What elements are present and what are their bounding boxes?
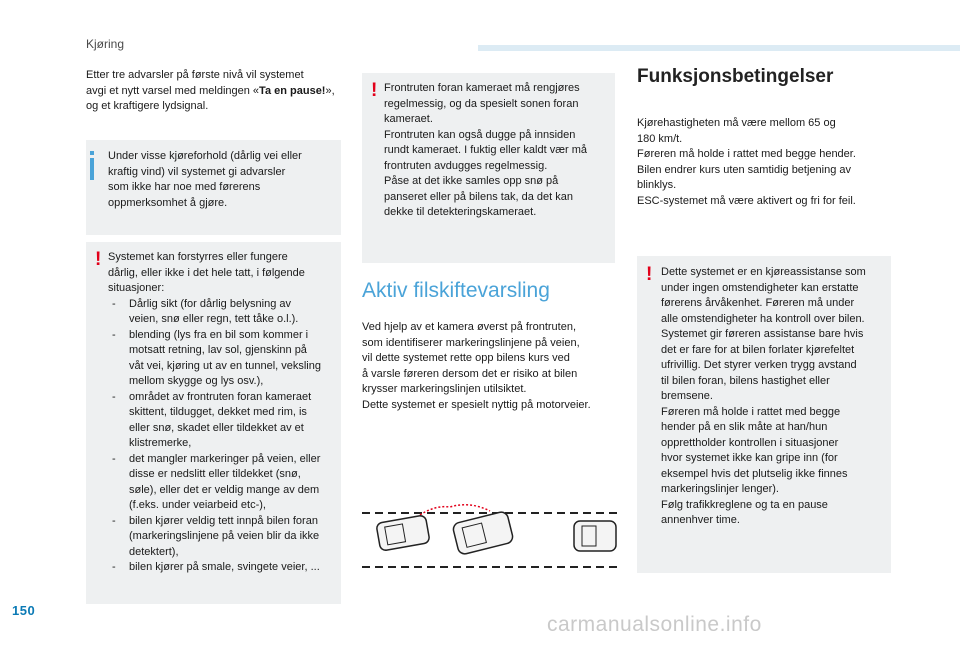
list-item: - blending (lys fra en bil som kommer i motsatt retning, lav sol, gjenskinn på våt vei, kjøring ut av en tunnel, veksling mellom skygge og lys osv.), bbox=[112, 328, 321, 387]
conditions-title: Funksjonsbetingelser bbox=[637, 66, 834, 87]
section-header: Kjøring bbox=[86, 37, 125, 51]
warning-text-right: Dette systemet er en kjøreassistanse som under ingen omstendigheter kan erstatte førerens årvåkenhet. Føreren må under alle omstendigheter ha kontroll over bilen. Systemet gir føreren assistanse bare hvis det er fare for at bilen forlater kjørefeltet ufrivillig. Det styrer verken trygg avstand til bilen foran, bilens hastighet eller bremsene. Føreren må holde i rattet med begge hender på en slik måte at han/hun opprettholder kontrollen i situasjoner hvor systemet ikke kan gripe inn (for eksempel hvis det plutselig ikke finnes markeringslinjer lenger). Følg trafikkreglene og ta en pause annenhver time. bbox=[661, 266, 866, 526]
info-icon bbox=[90, 158, 94, 180]
section-title: Aktiv filskiftevarsling bbox=[362, 279, 550, 302]
intro-paragraph bbox=[86, 68, 336, 115]
warning-text-middle: Frontruten foran kameraet må rengjøres regelmessig, og da spesielt sonen foran kameraet. Frontruten kan også dugge på innsiden rundt kameraet. I fuktig eller kaldt vær må frontruten avdugges regelmessig. Påse at det ikke samles opp snø på panseret eller på bilens tak, da det kan dekke til detekteringskameraet. bbox=[384, 82, 587, 218]
info-text: Under visse kjøreforhold (dårlig vei eller kraftig vind) vil systemet gi advarsler som ikke har noe med førerens oppmerksomhet å gjøre. bbox=[108, 150, 302, 209]
warning-text-left: Systemet kan forstyrres eller fungere dårlig, eller ikke i det hele tatt, i følgende situasjoner: - Dårlig sikt (for dårlig belysning av veien, snø eller regn, tett tåke o.l.). - blending (lys fra en bil som kommer i motsatt retning, lav sol, gjenskinn på våt vei, kjøring ut av en tunnel, veksling mellom skygge og lys osv.), - området av frontruten foran kameraet skittent, tildugget, dekket med rim, is eller snø, skadet eller tildekket av et klistremerke, - det mangler markeringer på veien, eller disse er nedslitt eller tildekket (snø, søle), eller det er veldig mange av dem (f.eks. under veiarbeid etc-), - bilen kjører veldig tett innpå bilen foran (markeringslinjene på veien blir da ikke detektert), - bilen kjører på smale, svingete veier, ... bbox=[108, 250, 340, 576]
warning-box-middle bbox=[362, 73, 615, 263]
warning-box-left bbox=[86, 242, 341, 604]
warning-icon: ! bbox=[646, 264, 653, 285]
list-item: - det mangler markeringer på veien, eller disse er nedslitt eller tildekket (snø, søle), eller det er veldig mange av dem (f.eks. under veiarbeid etc-), bbox=[112, 452, 321, 511]
intro-bold: Ta en pause! bbox=[259, 84, 326, 97]
page-number: 150 bbox=[12, 603, 36, 618]
watermark: carmanualsonline.info bbox=[547, 613, 762, 636]
list-item: - området av frontruten foran kameraet skittent, tildugget, dekket med rim, is eller snø, skadet eller tildekket av et klistremerke, bbox=[112, 390, 312, 449]
lane-departure-illustration bbox=[360, 495, 620, 573]
intro-line: Etter tre advarsler på første nivå vil systemet bbox=[86, 69, 304, 81]
list-item: - Dårlig sikt (for dårlig belysning av veien, snø eller regn, tett tåke o.l.). bbox=[112, 297, 299, 325]
intro-line: avgi et nytt varsel med meldingen «Ta en pause!», og et kraftigere lydsignal. bbox=[86, 84, 335, 112]
header-bar bbox=[478, 45, 960, 51]
conditions-body: Kjørehastigheten må være mellom 65 og 180 km/t. Føreren må holde i rattet med begge hender. Bilen endrer kurs uten samtidig betjening av blinklys. ESC-systemet må være aktivert og fri for feil. bbox=[637, 117, 856, 207]
list-item: - bilen kjører på smale, svingete veier, ... bbox=[112, 561, 320, 573]
warning-icon: ! bbox=[95, 249, 102, 270]
warning-icon: ! bbox=[371, 80, 378, 101]
info-box bbox=[86, 140, 341, 235]
conditions-list bbox=[108, 297, 340, 576]
section-body: Ved hjelp av et kamera øverst på frontruten, som identifiserer markeringslinjene på veien, vil dette systemet rette opp bilens kurs ved å varsle føreren dersom det er risiko at bilen krysser markeringslinjen utilsiktet. Dette systemet er spesielt nyttig på motorveier. bbox=[362, 321, 591, 411]
warning-box-right bbox=[637, 256, 891, 573]
list-item: - bilen kjører veldig tett innpå bilen foran (markeringslinjene på veien blir da ikke detektert), bbox=[112, 514, 320, 558]
